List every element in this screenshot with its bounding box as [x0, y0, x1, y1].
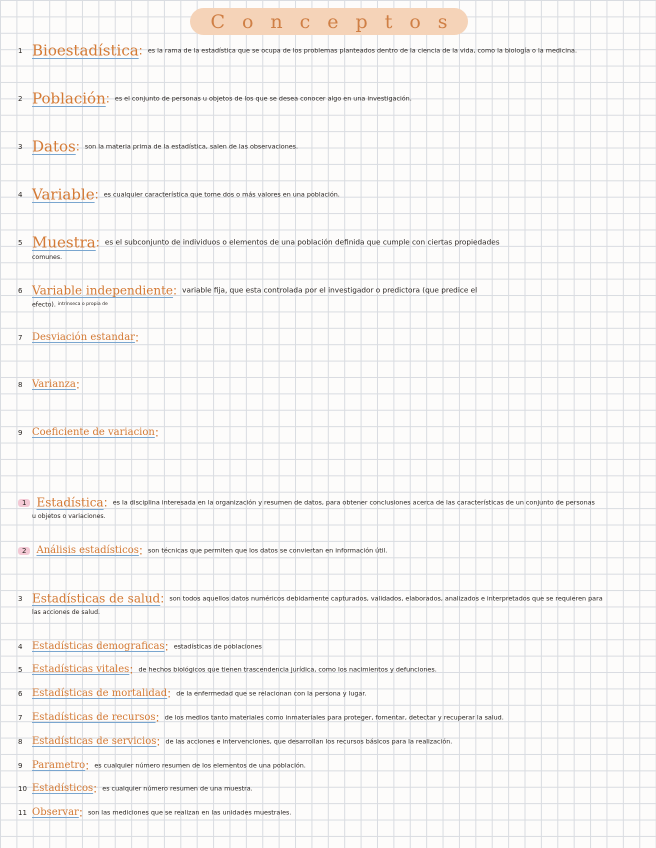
colon: : [129, 662, 134, 677]
colon: : [75, 139, 80, 154]
page-title: Conceptos [210, 10, 465, 33]
item-definition: son la materia prima de la estadística, salen de las observaciones. [84, 142, 299, 151]
item-term: Variable [32, 185, 95, 204]
item-definition: son las mediciones que se realizan en las unidades muestrales. [87, 808, 292, 817]
item-continuation: u objetos o variaciones. [32, 513, 106, 520]
colon: : [94, 187, 99, 202]
item-term: Estadísticos [32, 783, 94, 794]
item-number: 1 [18, 499, 30, 507]
list-item [18, 327, 636, 346]
item-number: 6 [18, 689, 23, 698]
item-number: 1 [18, 46, 23, 55]
item-term: Estadísticas de mortalidad [32, 688, 168, 699]
item-definition: de hechos biológicos que tienen trascendencia jurídica, como los nacimientos y defunciones. [138, 665, 437, 674]
item-definition: es el subconjunto de individuos o elementos de una población definida que cumple con ciertas propiedades [104, 237, 500, 247]
colon: : [78, 805, 83, 820]
colon: : [95, 235, 100, 250]
item-definition: es cualquier número resumen de una muestra. [102, 784, 253, 793]
colon: : [138, 543, 143, 558]
item-term: Estadísticas de recursos [32, 712, 156, 723]
list-item [18, 540, 636, 559]
item-term: Coeficiente de variacion [32, 427, 155, 438]
colon: : [164, 639, 169, 654]
colon: : [167, 686, 172, 701]
list-item [18, 88, 636, 108]
item-term: Muestra [32, 233, 96, 252]
item-number: 7 [18, 333, 23, 342]
title-banner [190, 8, 468, 35]
item-term: Estadísticas de salud [32, 591, 161, 606]
item-continuation: las acciones de salud. [32, 609, 100, 616]
item-definition: variable fija, que esta controlada por el investigador o predictora (que predice el [182, 285, 478, 295]
item-note: intrínseca o propia de [57, 302, 108, 307]
item-number: 6 [18, 286, 23, 295]
list-item [18, 802, 636, 821]
colon: : [85, 758, 90, 773]
item-term: Desviación estandar [32, 332, 135, 343]
item-definition: es cualquier característica que tome dos o más valores en una población. [103, 190, 340, 199]
item-number: 4 [18, 190, 23, 199]
item-number: 5 [18, 665, 23, 674]
item-number: 9 [18, 428, 23, 437]
list-item [18, 636, 636, 655]
item-term: Población [32, 89, 106, 108]
list-item [18, 280, 636, 311]
item-term: Análisis estadísticos [36, 545, 139, 556]
item-definition: estadísticas de poblaciones [173, 642, 262, 651]
item-number: 5 [18, 238, 23, 247]
item-term: Bioestadística [32, 41, 139, 60]
continuation-text: efecto). [32, 301, 56, 309]
item-term: Estadísticas vitales [32, 664, 130, 675]
list-item [18, 755, 636, 774]
colon: : [75, 377, 80, 392]
item-number: 8 [18, 380, 23, 389]
colon: : [160, 591, 165, 606]
item-continuation: comunes. [32, 253, 63, 261]
item-definition: es el conjunto de personas u objetos de los que se desea conocer algo en una investigación. [114, 94, 412, 103]
item-number: 2 [18, 547, 30, 555]
list-item [18, 731, 636, 750]
list-item [18, 136, 636, 156]
item-definition: de la enfermedad que se relacionan con la persona y lugar. [176, 689, 367, 698]
colon: : [154, 425, 159, 440]
list-item [18, 707, 636, 726]
item-term: Estadísticas de servicios [32, 736, 157, 747]
item-term: Estadística [36, 495, 104, 510]
list-item [18, 778, 636, 797]
list-item [18, 184, 636, 204]
item-number: 3 [18, 594, 23, 603]
item-number: 4 [18, 642, 23, 651]
item-definition: es la rama de la estadística que se ocupa de los problemas planteados dentro de la ciencia de la vida, como la biología o la medicina. [147, 46, 577, 55]
list-item [18, 492, 636, 522]
colon: : [173, 283, 178, 298]
colon: : [93, 781, 98, 796]
item-number: 10 [18, 784, 27, 793]
colon: : [134, 330, 139, 345]
item-number: 2 [18, 94, 23, 103]
colon: : [105, 91, 110, 106]
item-term: Varianza [32, 379, 76, 390]
item-term: Estadísticas demograficas [32, 641, 165, 652]
colon: : [103, 495, 108, 510]
colon: : [155, 710, 160, 725]
colon: : [156, 734, 161, 749]
list-item [18, 659, 636, 678]
item-number: 3 [18, 142, 23, 151]
item-definition: de las acciones e intervenciones, que desarrollan los recursos básicos para la realización. [165, 737, 453, 746]
item-continuation [18, 299, 636, 311]
list-item [18, 422, 636, 441]
list-item [18, 374, 636, 393]
item-number: 8 [18, 737, 23, 746]
item-number: 11 [18, 808, 27, 817]
item-term: Datos [32, 137, 76, 156]
item-term: Variable independiente [32, 283, 174, 298]
item-definition: son todos aquellos datos numéricos debidamente capturados, validados, elaborados, analizados e interpretados que se requieren para [169, 594, 603, 603]
item-number: 9 [18, 761, 23, 770]
list-item [18, 40, 636, 60]
item-term: Observar [32, 807, 79, 818]
item-term: Parametro [32, 760, 86, 771]
item-definition: son técnicas que permiten que los datos se conviertan en información útil. [148, 546, 388, 555]
list-item [18, 232, 636, 263]
item-definition: de los medios tanto materiales como inmateriales para proteger, fomentar, detectar y recuperar la salud. [164, 713, 504, 722]
colon: : [138, 43, 143, 58]
list-item [18, 588, 636, 618]
item-number: 7 [18, 713, 23, 722]
item-definition: es cualquier número resumen de los elementos de una población. [94, 761, 306, 770]
item-definition: es la disciplina interesada en la organización y resumen de datos, para obtener conclusiones acerca de las características de un conjunto de personas [112, 498, 595, 507]
list-item [18, 683, 636, 702]
